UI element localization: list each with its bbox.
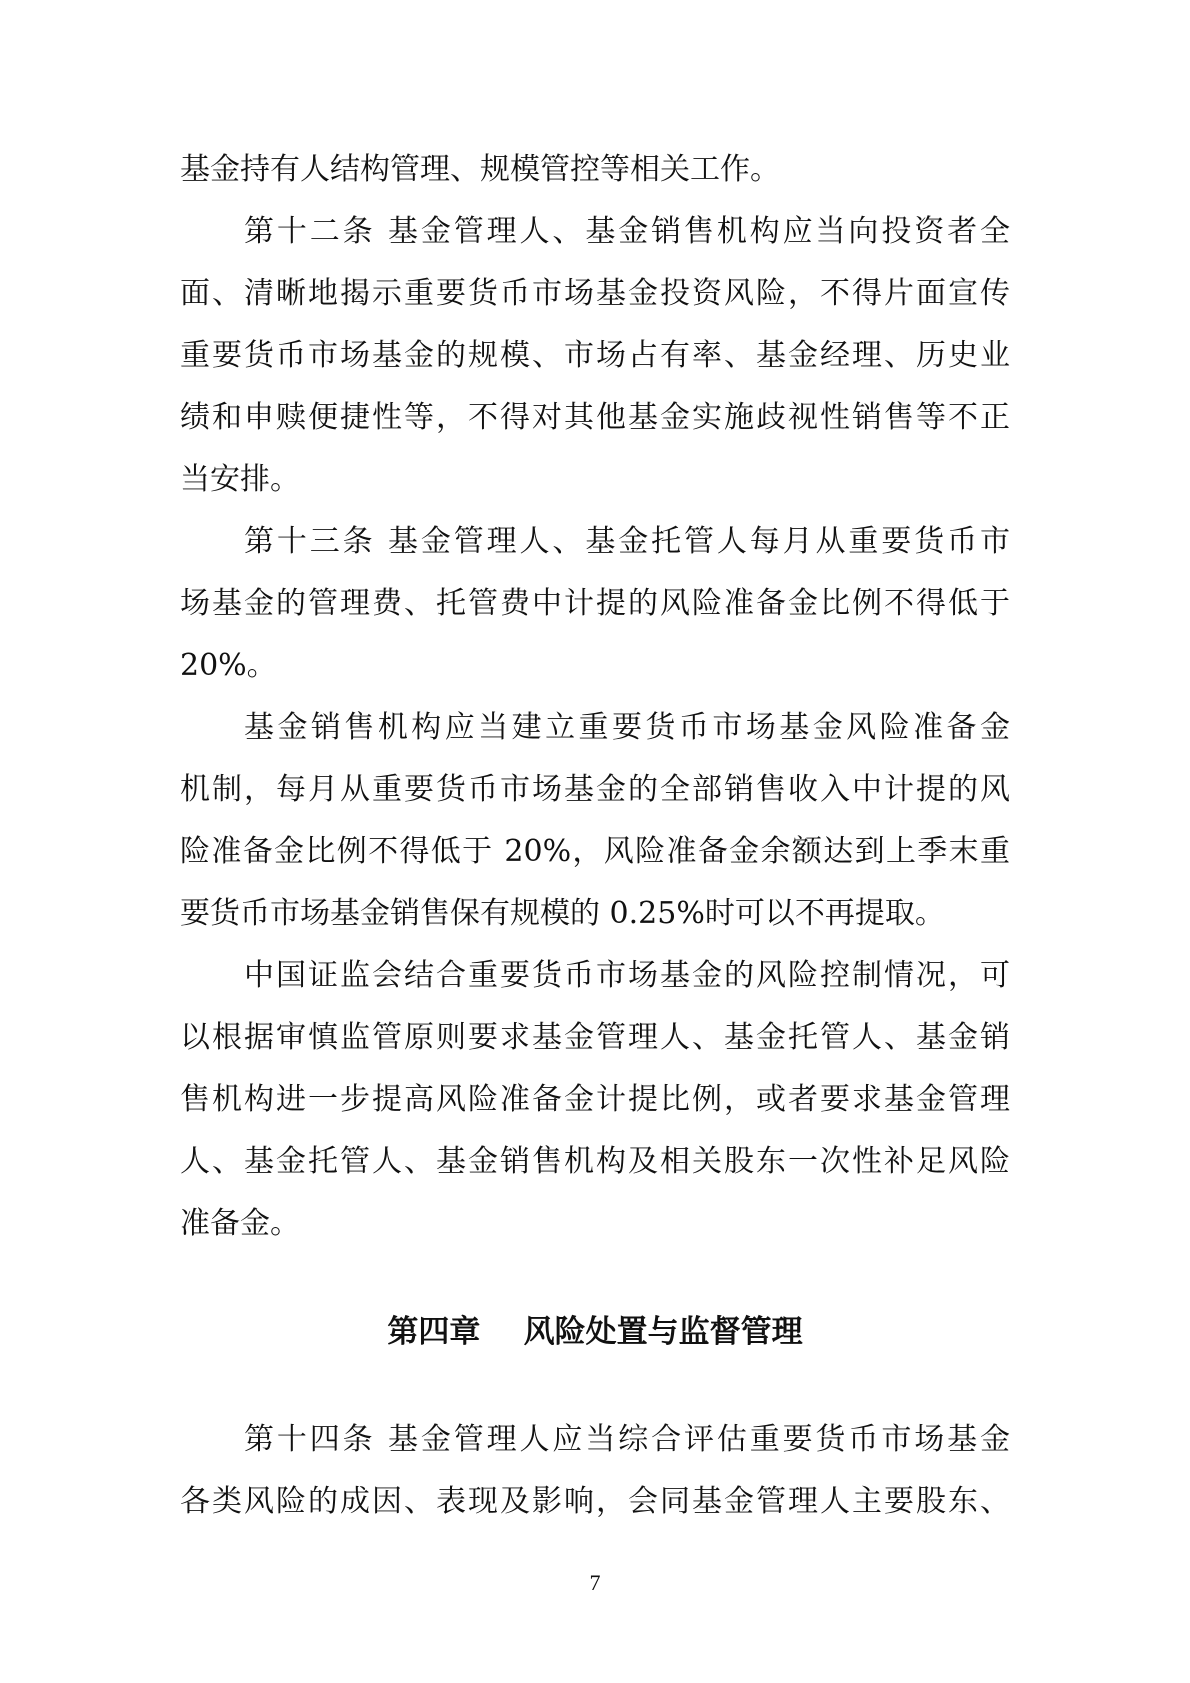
- text-line: 各类风险的成因、表现及影响，会同基金管理人主要股东、: [180, 1484, 1010, 1519]
- text-line: 以根据审慎监管原则要求基金管理人、基金托管人、基金销: [180, 1020, 1010, 1055]
- article-12-line-1: 第十二条 基金管理人、基金销售机构应当向投资者全: [244, 214, 1010, 249]
- text-line: 重要货币市场基金的规模、市场占有率、基金经理、历史业: [180, 338, 1010, 373]
- chapter-heading: 第四章 风险处置与监督管理: [387, 1314, 803, 1350]
- text-line: 基金持有人结构管理、规模管控等相关工作。: [180, 152, 780, 187]
- page-number: 7: [589, 1570, 601, 1595]
- text-line: 绩和申赎便捷性等，不得对其他基金实施歧视性销售等不正: [180, 400, 1010, 435]
- text-line: 售机构进一步提高风险准备金计提比例，或者要求基金管理: [180, 1082, 1010, 1117]
- text-line: 人、基金托管人、基金销售机构及相关股东一次性补足风险: [180, 1144, 1010, 1179]
- text-line: 面、清晰地揭示重要货币市场基金投资风险，不得片面宣传: [180, 276, 1010, 311]
- text-line: 场基金的管理费、托管费中计提的风险准备金比例不得低于: [180, 586, 1010, 621]
- article-14-line-1: 第十四条 基金管理人应当综合评估重要货币市场基金: [244, 1422, 1010, 1457]
- paragraph-line: 中国证监会结合重要货币市场基金的风险控制情况，可: [244, 958, 1010, 993]
- text-line: 当安排。: [180, 462, 300, 497]
- text-line: 20%。: [180, 648, 277, 683]
- text-line: 准备金。: [180, 1206, 300, 1241]
- text-line: 要货币市场基金销售保有规模的 0.25%时可以不再提取。: [180, 896, 945, 931]
- paragraph-line: 基金销售机构应当建立重要货币市场基金风险准备金: [244, 710, 1010, 745]
- text-line: 机制，每月从重要货币市场基金的全部销售收入中计提的风: [180, 772, 1010, 807]
- text-line: 险准备金比例不得低于 20%，风险准备金余额达到上季末重: [180, 834, 1010, 869]
- article-13-line-1: 第十三条 基金管理人、基金托管人每月从重要货币市: [244, 524, 1010, 559]
